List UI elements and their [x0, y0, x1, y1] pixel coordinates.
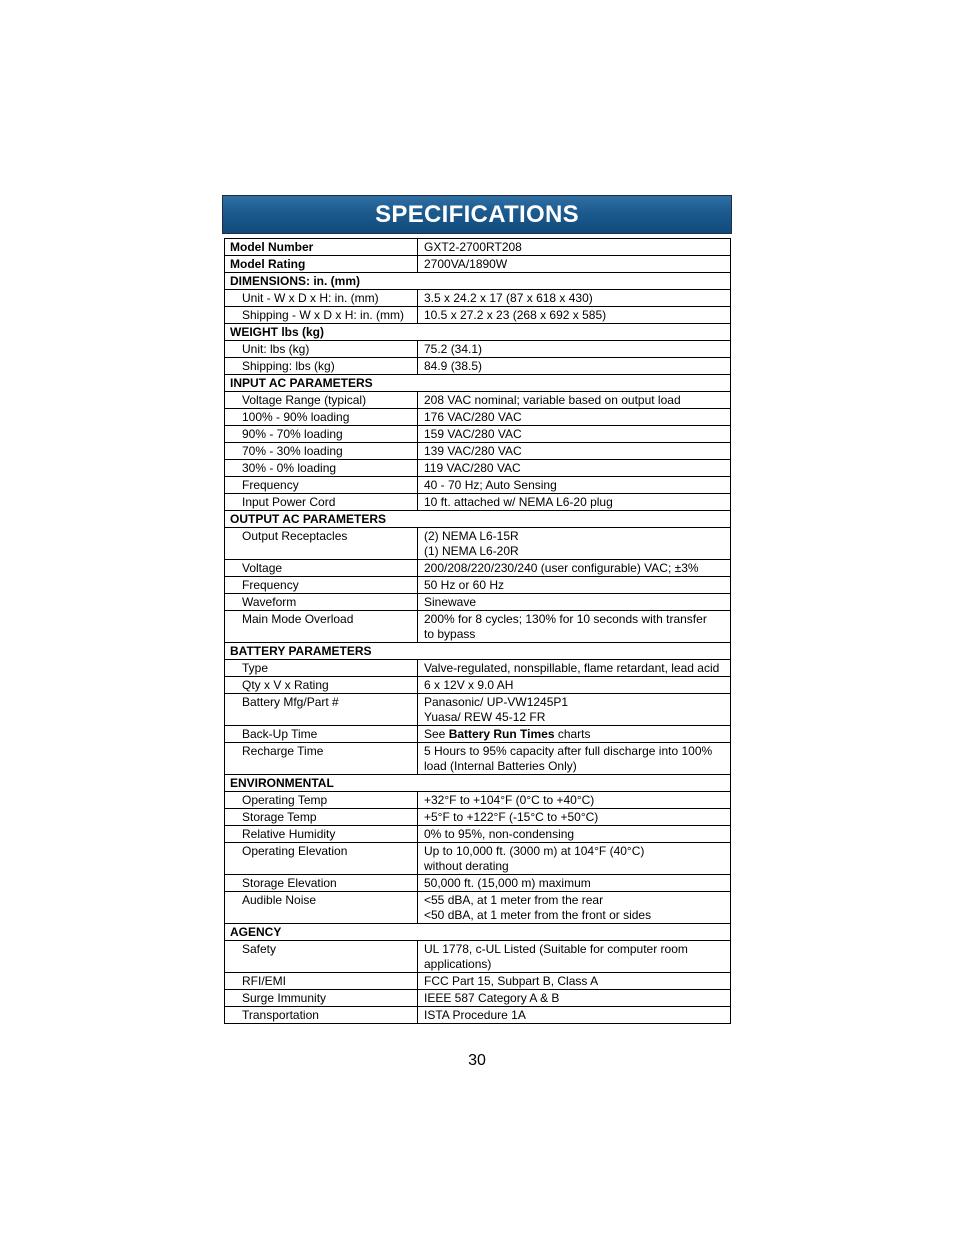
- spec-label: Model Rating: [225, 256, 418, 273]
- spec-value-line: (2) NEMA L6-15R: [424, 529, 519, 543]
- specifications-table-body: [225, 239, 731, 1024]
- spec-label: Surge Immunity: [225, 990, 418, 1007]
- spec-label: Voltage Range (typical): [225, 392, 418, 409]
- spec-row: [225, 611, 731, 643]
- page-title: SPECIFICATIONS: [375, 200, 579, 228]
- spec-value: [418, 409, 731, 426]
- section-header-row: [225, 324, 731, 341]
- spec-row: [225, 726, 731, 743]
- spec-value: [418, 341, 731, 358]
- spec-value-line: 159 VAC/280 VAC: [424, 427, 522, 441]
- spec-label: 100% - 90% loading: [225, 409, 418, 426]
- spec-value: [418, 1007, 731, 1024]
- spec-row: [225, 460, 731, 477]
- spec-value: [418, 426, 731, 443]
- spec-row: [225, 677, 731, 694]
- spec-value-line: 0% to 95%, non-condensing: [424, 827, 575, 841]
- spec-label: 30% - 0% loading: [225, 460, 418, 477]
- spec-value-line: <50 dBA, at 1 meter from the front or sides: [424, 908, 652, 922]
- spec-value-line: 200% for 8 cycles; 130% for 10 seconds with transfer: [424, 612, 707, 626]
- spec-label: 90% - 70% loading: [225, 426, 418, 443]
- spec-value: [418, 494, 731, 511]
- spec-label: Shipping: lbs (kg): [225, 358, 418, 375]
- spec-value: [418, 677, 731, 694]
- page-number: 30: [468, 1052, 486, 1069]
- spec-value: [418, 392, 731, 409]
- spec-value-line: Sinewave: [424, 595, 477, 609]
- spec-value: [418, 307, 731, 324]
- spec-value: [418, 443, 731, 460]
- spec-label: Main Mode Overload: [225, 611, 418, 643]
- spec-value-line: +5°F to +122°F (-15°C to +50°C): [424, 810, 599, 824]
- spec-label: Unit - W x D x H: in. (mm): [225, 290, 418, 307]
- specifications-banner: [222, 195, 732, 234]
- spec-label: Recharge Time: [225, 743, 418, 775]
- spec-label: Frequency: [225, 577, 418, 594]
- spec-value-line: <55 dBA, at 1 meter from the rear: [424, 893, 604, 907]
- spec-value-line: 119 VAC/280 VAC: [424, 461, 521, 475]
- spec-value-line: ISTA Procedure 1A: [424, 1008, 526, 1022]
- spec-label: Audible Noise: [225, 892, 418, 924]
- spec-value-line: 200/208/220/230/240 (user configurable) VAC; ±3%: [424, 561, 699, 575]
- spec-row: [225, 307, 731, 324]
- spec-value-line: 176 VAC/280 VAC: [424, 410, 522, 424]
- spec-row: [225, 239, 731, 256]
- spec-label: RFI/EMI: [225, 973, 418, 990]
- spec-label: Back-Up Time: [225, 726, 418, 743]
- section-header: AGENCY: [225, 924, 731, 941]
- spec-value-line: 139 VAC/280 VAC: [424, 444, 522, 458]
- spec-row: [225, 560, 731, 577]
- specifications-table: [224, 238, 731, 1024]
- spec-label: Model Number: [225, 239, 418, 256]
- section-header: INPUT AC PARAMETERS: [225, 375, 731, 392]
- spec-value: [418, 477, 731, 494]
- spec-value-line: 50 Hz or 60 Hz: [424, 578, 505, 592]
- spec-row: [225, 494, 731, 511]
- spec-row: [225, 792, 731, 809]
- spec-value: [418, 875, 731, 892]
- spec-value-text: charts: [554, 727, 591, 741]
- spec-value-line: 2700VA/1890W: [424, 257, 508, 271]
- spec-value: [418, 594, 731, 611]
- section-header-row: [225, 924, 731, 941]
- spec-label: Storage Temp: [225, 809, 418, 826]
- spec-value: [418, 460, 731, 477]
- spec-row: [225, 443, 731, 460]
- spec-row: [225, 594, 731, 611]
- spec-label: Safety: [225, 941, 418, 973]
- spec-label: Operating Temp: [225, 792, 418, 809]
- spec-value-line: 208 VAC nominal; variable based on output load: [424, 393, 681, 407]
- spec-value-line: UL 1778, c-UL Listed (Suitable for computer room: [424, 942, 688, 956]
- spec-row: [225, 892, 731, 924]
- spec-row: [225, 392, 731, 409]
- spec-label: Qty x V x Rating: [225, 677, 418, 694]
- spec-value-line: 10 ft. attached w/ NEMA L6-20 plug: [424, 495, 613, 509]
- spec-value-line: 10.5 x 27.2 x 23 (268 x 692 x 585): [424, 308, 607, 322]
- spec-value: [418, 290, 731, 307]
- spec-value-line: 84.9 (38.5): [424, 359, 483, 373]
- spec-value: [418, 239, 731, 256]
- spec-value: [418, 826, 731, 843]
- spec-row: [225, 256, 731, 273]
- spec-label: Unit: lbs (kg): [225, 341, 418, 358]
- spec-value: [418, 660, 731, 677]
- section-header: WEIGHT lbs (kg): [225, 324, 731, 341]
- spec-label: Transportation: [225, 1007, 418, 1024]
- spec-value-line: (1) NEMA L6-20R: [424, 544, 519, 558]
- spec-value-line: IEEE 587 Category A & B: [424, 991, 560, 1005]
- spec-value-line: 40 - 70 Hz; Auto Sensing: [424, 478, 557, 492]
- spec-row: [225, 426, 731, 443]
- spec-row: [225, 660, 731, 677]
- spec-label: Input Power Cord: [225, 494, 418, 511]
- spec-row: [225, 528, 731, 560]
- section-header-row: [225, 273, 731, 290]
- spec-value: [418, 792, 731, 809]
- spec-value: [418, 256, 731, 273]
- spec-row: [225, 577, 731, 594]
- spec-value: [418, 843, 731, 875]
- spec-value-line: 3.5 x 24.2 x 17 (87 x 618 x 430): [424, 291, 593, 305]
- spec-label: Shipping - W x D x H: in. (mm): [225, 307, 418, 324]
- spec-label: Storage Elevation: [225, 875, 418, 892]
- spec-label: Battery Mfg/Part #: [225, 694, 418, 726]
- spec-value-line: Up to 10,000 ft. (3000 m) at 104°F (40°C): [424, 844, 645, 858]
- spec-value: [418, 726, 731, 743]
- spec-row: [225, 990, 731, 1007]
- spec-label: Operating Elevation: [225, 843, 418, 875]
- spec-value-line: load (Internal Batteries Only): [424, 759, 577, 773]
- section-header-row: [225, 643, 731, 660]
- section-header-row: [225, 375, 731, 392]
- spec-row: [225, 826, 731, 843]
- spec-value: [418, 743, 731, 775]
- spec-row: [225, 694, 731, 726]
- spec-value: [418, 892, 731, 924]
- spec-value-line: applications): [424, 957, 492, 971]
- spec-label: 70% - 30% loading: [225, 443, 418, 460]
- spec-value: [418, 358, 731, 375]
- spec-value: [418, 973, 731, 990]
- spec-row: [225, 973, 731, 990]
- spec-row: [225, 941, 731, 973]
- spec-label: Waveform: [225, 594, 418, 611]
- section-header: OUTPUT AC PARAMETERS: [225, 511, 731, 528]
- spec-label: Voltage: [225, 560, 418, 577]
- spec-row: [225, 743, 731, 775]
- spec-value-line: 5 Hours to 95% capacity after full discharge into 100%: [424, 744, 713, 758]
- spec-row: [225, 809, 731, 826]
- section-header-row: [225, 775, 731, 792]
- spec-label: Frequency: [225, 477, 418, 494]
- spec-row: [225, 1007, 731, 1024]
- section-header: BATTERY PARAMETERS: [225, 643, 731, 660]
- spec-value-line: 50,000 ft. (15,000 m) maximum: [424, 876, 591, 890]
- section-header: ENVIRONMENTAL: [225, 775, 731, 792]
- section-header-row: [225, 511, 731, 528]
- spec-label: Output Receptacles: [225, 528, 418, 560]
- spec-value: [418, 694, 731, 726]
- spec-value-line: without derating: [424, 859, 509, 873]
- spec-row: [225, 290, 731, 307]
- spec-value: [418, 577, 731, 594]
- spec-row: [225, 341, 731, 358]
- spec-row: [225, 409, 731, 426]
- spec-value-emphasis: Battery Run Times: [448, 727, 555, 741]
- spec-value: [418, 560, 731, 577]
- spec-value: [418, 941, 731, 973]
- section-header: DIMENSIONS: in. (mm): [225, 273, 731, 290]
- spec-value-line: Valve-regulated, nonspillable, flame retardant, lead acid: [424, 661, 720, 675]
- spec-value-line: +32°F to +104°F (0°C to +40°C): [424, 793, 595, 807]
- spec-value: [418, 528, 731, 560]
- spec-value: [418, 611, 731, 643]
- spec-label: Type: [225, 660, 418, 677]
- spec-row: [225, 875, 731, 892]
- spec-row: [225, 843, 731, 875]
- spec-row: [225, 358, 731, 375]
- spec-value-text: See: [424, 727, 449, 741]
- spec-value: [418, 990, 731, 1007]
- spec-value-line: 75.2 (34.1): [424, 342, 483, 356]
- spec-value-line: FCC Part 15, Subpart B, Class A: [424, 974, 599, 988]
- spec-value-line: GXT2-2700RT208: [424, 240, 522, 254]
- spec-value-line: Panasonic/ UP-VW1245P1: [424, 695, 569, 709]
- spec-row: [225, 477, 731, 494]
- spec-value-line: to bypass: [424, 627, 476, 641]
- spec-value: [418, 809, 731, 826]
- spec-value-line: Yuasa/ REW 45-12 FR: [424, 710, 546, 724]
- spec-value-line: 6 x 12V x 9.0 AH: [424, 678, 514, 692]
- spec-label: Relative Humidity: [225, 826, 418, 843]
